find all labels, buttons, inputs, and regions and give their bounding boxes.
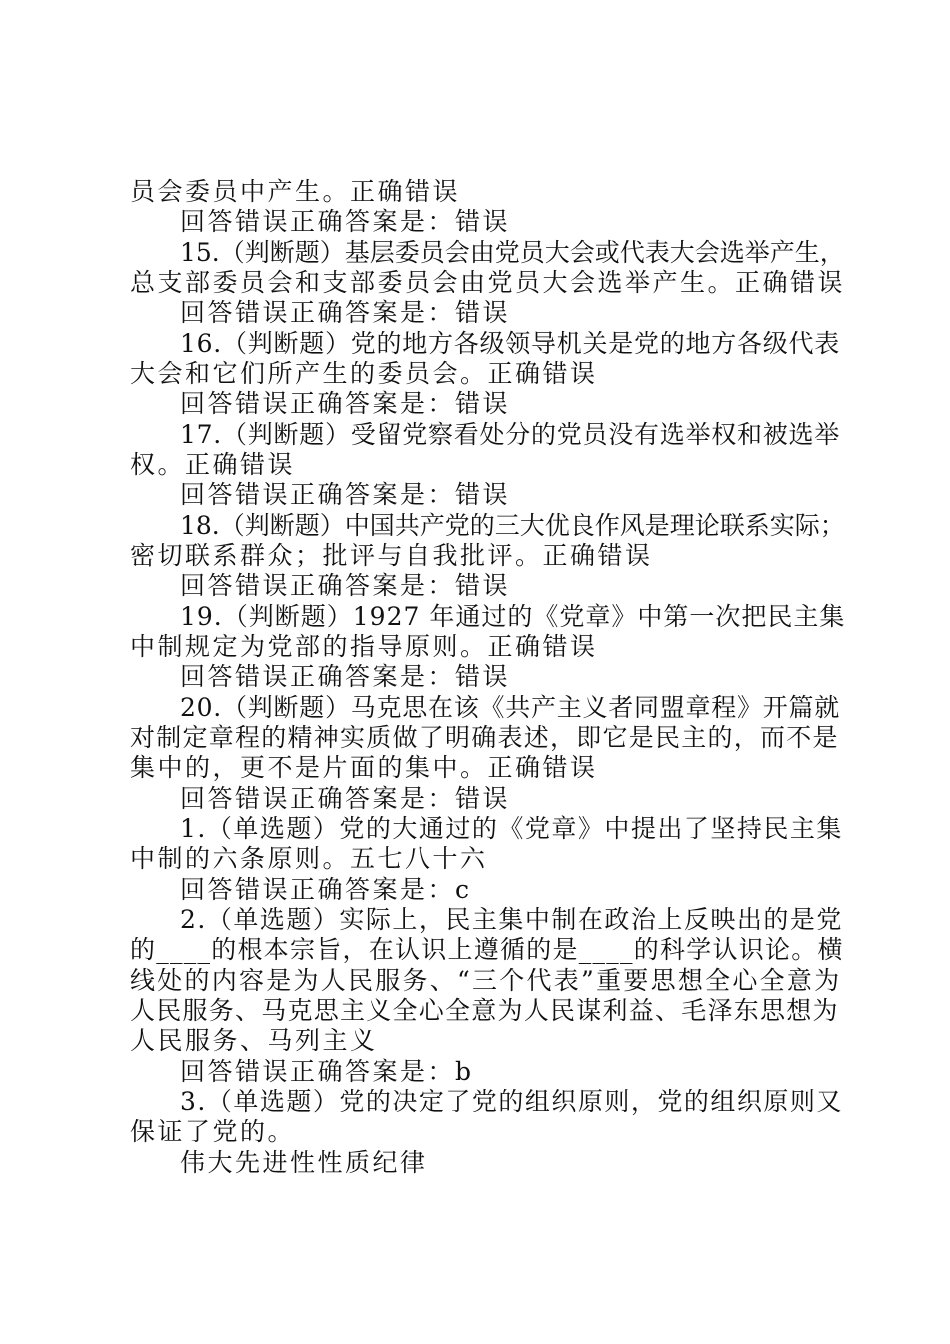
text-line: 线处的内容是为人民服务、“三个代表”重要思想全心全意为 <box>130 966 842 995</box>
text-line: 保证了党的。 <box>130 1117 296 1146</box>
text-line: 人民服务、马列主义 <box>130 1026 378 1055</box>
text-line: 18.（判断题）中国共产党的三大优良作风是理论联系实际； <box>180 511 845 540</box>
text-line: 19.（判断题）1927 年通过的《党章》中第一次把民主集 <box>180 602 846 631</box>
text-line: 回答错误正确答案是：b <box>180 1057 474 1086</box>
text-line: 回答错误正确答案是：错误 <box>180 571 511 600</box>
text-line: 16.（判断题）党的地方各级领导机关是党的地方各级代表 <box>180 329 841 358</box>
text-line: 20.（判断题）马克思在该《共产主义者同盟章程》开篇就 <box>180 693 841 722</box>
text-line: 权。正确错误 <box>130 450 296 479</box>
text-line: 员会委员中产生。正确错误 <box>130 177 461 206</box>
text-line: 集中的，更不是片面的集中。正确错误 <box>130 753 598 782</box>
text-line: 3.（单选题）党的决定了党的组织原则，党的组织原则又 <box>180 1087 843 1116</box>
text-line: 人民服务、马克思主义全心全意为人民谋利益、毛泽东思想为 <box>130 996 839 1025</box>
text-line: 回答错误正确答案是：错误 <box>180 662 511 691</box>
text-line: 回答错误正确答案是：错误 <box>180 389 511 418</box>
text-line: 回答错误正确答案是：c <box>180 875 472 904</box>
text-line: 15.（判断题）基层委员会由党员大会或代表大会选举产生， <box>180 238 845 267</box>
text-line: 伟大先进性性质纪律 <box>180 1148 428 1177</box>
text-line: 对制定章程的精神实质做了明确表述，即它是民主的，而不是 <box>130 723 839 752</box>
text-line: 大会和它们所产生的委员会。正确错误 <box>130 359 598 388</box>
text-line: 的____的根本宗旨，在认识上遵循的是____的科学认识论。横 <box>130 935 844 964</box>
text-line: 17.（判断题）受留党察看处分的党员没有选举权和被选举 <box>180 420 841 449</box>
text-line: 总支部委员会和支部委员会由党员大会选举产生。正确错误 <box>130 268 846 297</box>
text-line: 1.（单选题）党的大通过的《党章》中提出了坚持民主集 <box>180 814 843 843</box>
text-line: 回答错误正确答案是：错误 <box>180 207 511 236</box>
text-line: 回答错误正确答案是：错误 <box>180 784 511 813</box>
text-line: 2.（单选题）实际上，民主集中制在政治上反映出的是党 <box>180 905 843 934</box>
text-line: 回答错误正确答案是：错误 <box>180 298 511 327</box>
text-line: 中制的六条原则。五七八十六 <box>130 844 488 873</box>
text-line: 中制规定为党部的指导原则。正确错误 <box>130 632 598 661</box>
text-line: 密切联系群众；批评与自我批评。正确错误 <box>130 541 653 570</box>
text-line: 回答错误正确答案是：错误 <box>180 480 511 509</box>
